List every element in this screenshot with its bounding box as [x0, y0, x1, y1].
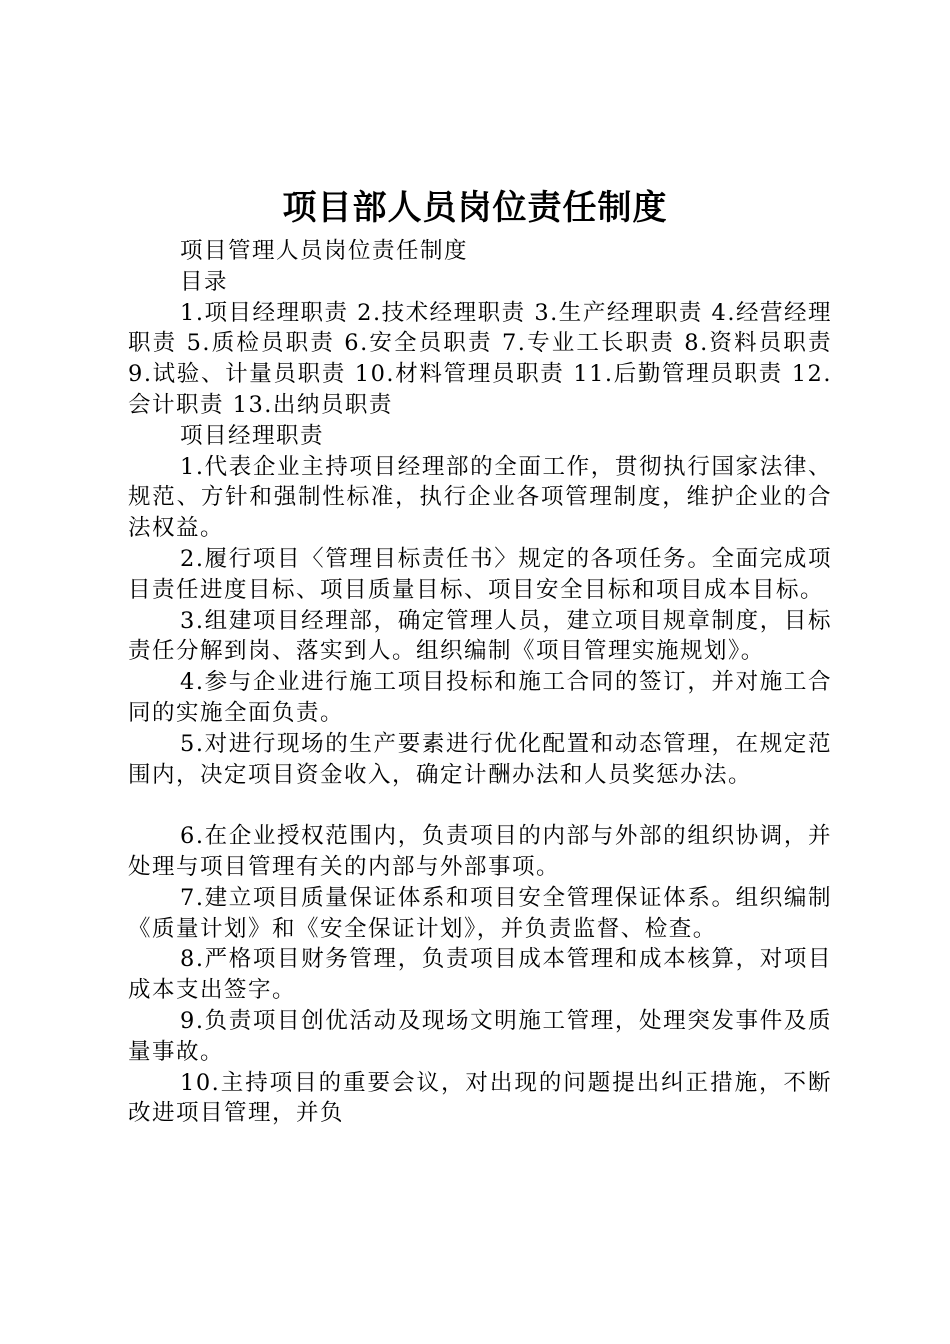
blank-line [128, 790, 832, 821]
toc-heading: 目录 [180, 268, 229, 295]
subtitle-paragraph: 项目管理人员岗位责任制度 [180, 238, 469, 264]
duty-item: 3.组建项目经理部，确定管理人员，建立项目规章制度，目标责任分解到岗、落实到人。组织编制《项目管理实施规划》。 [128, 607, 832, 665]
duty-item: 1.代表企业主持项目经理部的全面工作，贯彻执行国家法律、规范、方针和强制性标准，执行企业各项管理制度，维护企业的合法权益。 [128, 453, 832, 542]
document-body [128, 236, 832, 1129]
duty-item: 5.对进行现场的生产要素进行优化配置和动态管理，在规定范围内，决定项目资金收入，确定计酬办法和人员奖惩办法。 [128, 730, 832, 788]
toc-list: 1.项目经理职责 2.技术经理职责 3.生产经理职责 4.经营经理职责 5.质检员职责 6.安全员职责 7.专业工长职责 8.资料员职责 9.试验、计量员职责 10.材料管理员职责 11.后勤管理员职责 12.会计职责 13.出纳员职责 [128, 299, 832, 418]
duty-item: 6.在企业授权范围内，负责项目的内部与外部的组织协调，并处理与项目管理有关的内部与外部事项。 [128, 823, 832, 880]
duty-item: 10.主持项目的重要会议，对出现的问题提出纠正措施，不断改进项目管理，并负 [128, 1069, 832, 1127]
duty-item: 4.参与企业进行施工项目投标和施工合同的签订，并对施工合同的实施全面负责。 [128, 669, 832, 726]
duty-item: 9.负责项目创优活动及现场文明施工管理，处理突发事件及质量事故。 [128, 1007, 832, 1065]
duty-item: 8.严格项目财务管理，负责项目成本管理和成本核算，对项目成本支出签字。 [128, 946, 832, 1004]
section-heading: 项目经理职责 [180, 422, 325, 449]
duty-item: 2.履行项目〈管理目标责任书〉规定的各项任务。全面完成项目责任进度目标、项目质量目标、项目安全目标和项目成本目标。 [128, 545, 832, 603]
document-title: 项目部人员岗位责任制度 [282, 188, 668, 228]
duty-item: 7.建立项目质量保证体系和项目安全管理保证体系。组织编制《质量计划》和《安全保证计划》，并负责监督、检查。 [128, 884, 832, 942]
